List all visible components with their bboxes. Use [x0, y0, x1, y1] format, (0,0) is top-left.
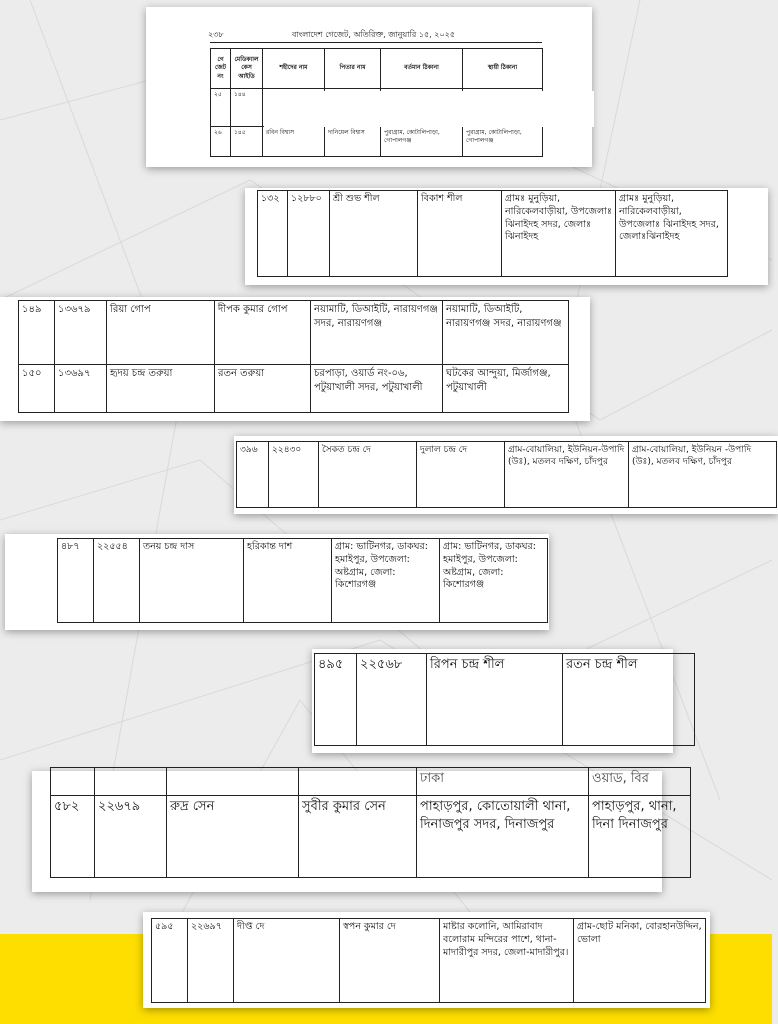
cell-father: বিকাশ শীল — [418, 191, 502, 277]
cell-name: হৃদয় চন্দ্র তরুয়া — [107, 365, 215, 413]
col-header-present-address: বর্তমান ঠিকানা — [381, 49, 463, 89]
cell-id: ২২৫৫৪ — [94, 539, 140, 623]
cell-no: ৫৯৫ — [152, 919, 188, 1003]
cell-name: দীপ্ত দে — [234, 919, 340, 1003]
cell-id: ২২৬৭৯ — [95, 796, 167, 878]
gazette-clip-5 — [5, 534, 549, 630]
cell-id: ১২৮৮০ — [288, 191, 330, 277]
cell-id: ২২৪৩০ — [269, 442, 319, 508]
header-rule — [210, 42, 542, 43]
cell-id: ২২৫৬৮ — [357, 654, 427, 746]
gazette-title: বাংলাদেশ গেজেট, অতিরিক্ত, জানুয়ারি ১৫, ২০২৫ — [292, 30, 456, 39]
cell-id: ১৪৫ — [231, 127, 263, 157]
cell-father: সুবীর কুমার সেন — [299, 796, 417, 878]
col-header-gazette-no: গেজেট নং — [211, 49, 231, 89]
cell-present: মাষ্টার কলোনি, আমিরাবাদ বলোরাম মন্দিরের পাশে, থানা-মাদারীপুর সদর, জেলা-মাদারীপুর। — [440, 919, 574, 1003]
cell-permanent: গ্রামঃ মুনুড়িয়া, নারিকেলবাড়ীয়া, উপজেলাঃ ঝিনাইদহ সদর, জেলাঃঝিনাইদহ — [616, 191, 728, 277]
cell-father: রতন তরুয়া — [215, 365, 311, 413]
cell-no: ৫৮২ — [51, 796, 95, 878]
cell-no: ৪৯৫ — [315, 654, 357, 746]
cell-id: ১৩৬৭৯ — [55, 301, 107, 365]
cell-permanent: নয়ামাটি, ডিআইটি, নারায়ণগঞ্জ সদর, নারায়ণগঞ্জ — [443, 301, 569, 365]
table-row — [19, 301, 569, 365]
cell-name: রিয়া গোপ — [107, 301, 215, 365]
cell-permanent: ঘটকের আন্দুয়া, মির্জাগঞ্জ, পটুয়াখালী — [443, 365, 569, 413]
gazette-clip-1 — [146, 7, 592, 167]
cell-father: দীপক কুমার গোপ — [215, 301, 311, 365]
cell-no: ১৫০ — [19, 365, 55, 413]
gazette-table — [18, 300, 569, 413]
cell-present: নয়ামাটি, ডিআইটি, নারায়ণগঞ্জ সদর, নারায়ণগঞ্জ — [311, 301, 443, 365]
col-header-name: শহীদের নাম — [263, 49, 325, 89]
cell-permanent: গ্রাম: ভাটিনগর, ডাকঘর: হমাইপুর, উপজেলা: অষ্টগ্রাম, জেলা: কিশোরগঞ্জ — [440, 539, 548, 623]
gazette-table — [236, 441, 777, 508]
gazette-clip-7 — [32, 771, 677, 892]
cell-id: ১৪৪ — [231, 89, 263, 127]
cell-father: রতন চন্দ্র শীল — [563, 654, 695, 746]
cell-present: গ্রামঃ মুনুড়িয়া, নারিকেলবাড়ীয়া, উপজেলাঃ ঝিনাইদহ সদর, জেলাঃ ঝিনাইদহ — [502, 191, 616, 277]
table-row — [58, 539, 548, 623]
cell-permanent: পুরাগ্রাম, কোটালিপাড়া, গোপালগঞ্জ — [463, 127, 543, 157]
cell-no: ৩৯৬ — [237, 442, 269, 508]
cell-present: পাহাড়পুর, কোতোয়ালী থানা, দিনাজপুর সদর, দিনাজপুর — [417, 796, 589, 878]
cell-name: রিপন চন্দ্র শীল — [427, 654, 563, 746]
cell-fragment: ওয়াড, বির — [589, 768, 691, 796]
gazette-table — [257, 190, 728, 277]
cell-father: স্বপন কুমার দে — [340, 919, 440, 1003]
cell-name: সৈকত চন্দ্র দে — [319, 442, 417, 508]
col-header-medical-id: মেডিক্যাল কেস আইডি — [231, 49, 263, 89]
cell-name: রবিন বিশ্বাস — [263, 127, 325, 157]
cell-permanent: পাহাড়পুর, থানা, দিনা দিনাজপুর — [589, 796, 691, 878]
cell-id: ২২৬৯৭ — [188, 919, 234, 1003]
cell-no: ২৫ — [211, 89, 231, 127]
cell-father: হরিকান্ত দাশ — [244, 539, 332, 623]
table-row — [211, 127, 543, 157]
redaction-patch — [264, 91, 594, 127]
cell-present: গ্রাম-বোয়ালিয়া, ইউনিয়ন-উপাদি (উঃ), মতলব দক্ষিণ, চাঁদপুর — [505, 442, 629, 508]
gazette-table — [151, 918, 706, 1003]
cell-name: শ্রী শুভ শীল — [330, 191, 418, 277]
cell-name: তনয় চন্দ্র দাস — [140, 539, 244, 623]
table-row — [51, 796, 691, 878]
col-header-father: পিতার নাম — [325, 49, 381, 89]
cell-permanent: গ্রাম-বোয়ালিয়া, ইউনিয়ন -উপাদি (উঃ), মতলব দক্ষিণ, চাঁদপুর — [629, 442, 777, 508]
cell-fragment: ঢাকা — [417, 768, 589, 796]
gazette-clip-4 — [234, 436, 778, 514]
page-number: ২৩৮ — [208, 30, 224, 39]
gazette-clip-8 — [143, 912, 710, 1008]
cell-id: ১৩৬৯৭ — [55, 365, 107, 413]
gazette-clip-3 — [0, 297, 590, 421]
gazette-table — [314, 653, 695, 746]
col-header-permanent-address: স্থায়ী ঠিকানা — [463, 49, 543, 89]
table-row — [237, 442, 777, 508]
cell-permanent: গ্রাম-ছোট মনিকা, বোরহানউদ্দিন, ভোলা — [574, 919, 706, 1003]
cell-no: ১৪৯ — [19, 301, 55, 365]
cell-present: চরপাড়া, ওয়ার্ড নং-০৬, পটুয়াখালী সদর, পটুয়াখালী — [311, 365, 443, 413]
table-row — [258, 191, 728, 277]
cell-present: গ্রাম: ভাটিনগর, ডাকঘর: হমাইপুর, উপজেলা: অষ্টগ্রাম, জেলা: কিশোরগঞ্জ — [332, 539, 440, 623]
table-row — [51, 768, 691, 796]
cell-present: পুরাগ্রাম, কোটালিপাড়া, গোপালগঞ্জ — [381, 127, 463, 157]
cell-no: ২৬ — [211, 127, 231, 157]
table-row — [315, 654, 695, 746]
cell-father: দানিয়েল বিশ্বাস — [325, 127, 381, 157]
gazette-table — [50, 767, 691, 878]
cell-no: ১৩২ — [258, 191, 288, 277]
gazette-clip-6 — [312, 649, 673, 753]
gazette-clip-2 — [245, 188, 768, 285]
cell-name: রুদ্র সেন — [167, 796, 299, 878]
gazette-table — [57, 538, 548, 623]
cell-father: দুলাল চন্দ্র দে — [417, 442, 505, 508]
cell-no: ৪৮৭ — [58, 539, 94, 623]
table-row — [152, 919, 706, 1003]
table-row — [19, 365, 569, 413]
